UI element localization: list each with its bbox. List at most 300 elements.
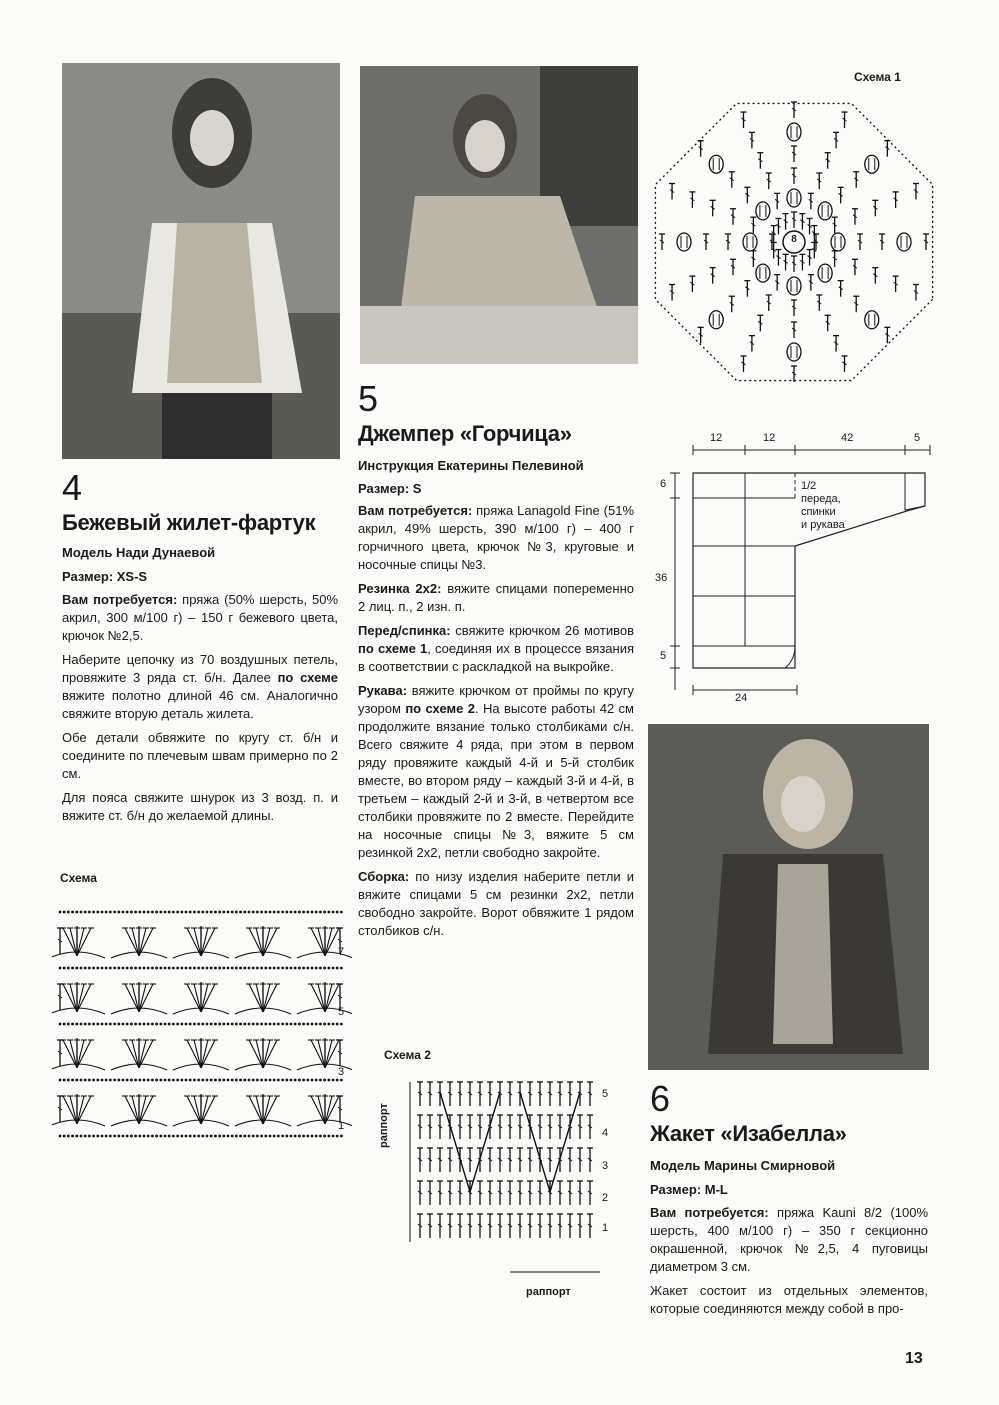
pattern-schematic bbox=[655, 428, 945, 708]
item4-p2: Обе детали обвяжите по кругу ст. б/н и соедините по плечевым швам примерно по 2 см. bbox=[62, 730, 338, 781]
chain-dot bbox=[159, 967, 162, 970]
bobble-stitch bbox=[756, 202, 770, 220]
chain-dot bbox=[126, 1135, 129, 1138]
chain-dot bbox=[285, 967, 288, 970]
chain-dot bbox=[138, 967, 141, 970]
chain-dot bbox=[67, 967, 70, 970]
chain-dot bbox=[294, 967, 297, 970]
chain-dot bbox=[264, 1079, 267, 1082]
item4-needs-text: пряжа (50% шерсть, 50% акрил, 300 м/100 г) – 150 г бежевого цвета, крючок №2,5. bbox=[62, 592, 339, 643]
chain-dot bbox=[168, 967, 171, 970]
pattern-label-line4: и рукава bbox=[801, 519, 845, 531]
chain-dot bbox=[138, 1079, 141, 1082]
schema2-row-2: 2 bbox=[602, 1192, 609, 1204]
item5-front-b: по схеме 1 bbox=[358, 641, 428, 656]
chain-dot bbox=[180, 911, 183, 914]
item4-row-3: 3 bbox=[338, 1066, 345, 1078]
chain-dot bbox=[193, 1023, 196, 1026]
chain-dot bbox=[277, 911, 280, 914]
chain-dot bbox=[252, 1135, 255, 1138]
chain-dot bbox=[319, 1023, 322, 1026]
chain-dot bbox=[185, 1135, 188, 1138]
chain-dot bbox=[290, 1079, 293, 1082]
chain-dot bbox=[168, 1135, 171, 1138]
chain-dot bbox=[143, 911, 146, 914]
chain-dot bbox=[80, 1023, 83, 1026]
chain-dot bbox=[298, 1023, 301, 1026]
chain-dot bbox=[206, 1079, 209, 1082]
chain-dot bbox=[113, 967, 116, 970]
chain-dot bbox=[197, 911, 200, 914]
chain-dot bbox=[84, 1079, 87, 1082]
item6-needs-text: пряжа Kauni 8/2 (100% шерсть, 400 м/100 г) – 350 г секционно окрашенной, крючок №2,5, 4 пуговицы диаметром 3 см. bbox=[650, 1205, 929, 1274]
chain-dot bbox=[67, 1135, 70, 1138]
item4-row-5: 5 bbox=[338, 1006, 345, 1018]
chain-dot bbox=[340, 1135, 343, 1138]
item4-model: Модель Нади Дунаевой bbox=[62, 545, 216, 560]
schema2-rapport-horizontal: раппорт bbox=[526, 1286, 571, 1298]
chain-dot bbox=[243, 1135, 246, 1138]
v-motif bbox=[520, 1092, 580, 1192]
chain-dot bbox=[168, 911, 171, 914]
chain-dot bbox=[222, 911, 225, 914]
chain-dot bbox=[63, 911, 66, 914]
chain-dot bbox=[193, 967, 196, 970]
chain-dot bbox=[134, 1023, 137, 1026]
chain-dot bbox=[164, 911, 167, 914]
chain-dot bbox=[248, 1079, 251, 1082]
chain-dot bbox=[197, 967, 200, 970]
chain-dot bbox=[323, 1135, 326, 1138]
chain-dot bbox=[327, 911, 330, 914]
photo-vest-model bbox=[62, 63, 340, 459]
chain-dot bbox=[222, 967, 225, 970]
chain-dot bbox=[336, 911, 339, 914]
item4-schema-label: Схема bbox=[60, 871, 97, 885]
pattern-label-line1: 1/2 bbox=[801, 480, 817, 492]
chain-dot bbox=[306, 967, 309, 970]
chain-dot bbox=[340, 1023, 343, 1026]
chain-dot bbox=[197, 1135, 200, 1138]
chain-dot bbox=[231, 911, 234, 914]
chain-dot bbox=[185, 967, 188, 970]
chain-dot bbox=[210, 1023, 213, 1026]
chain-dot bbox=[285, 911, 288, 914]
chain-dot bbox=[264, 1135, 267, 1138]
chain-dot bbox=[298, 1079, 301, 1082]
chain-dot bbox=[84, 967, 87, 970]
chain-dot bbox=[159, 1135, 162, 1138]
chain-dot bbox=[315, 967, 318, 970]
chain-dot bbox=[138, 911, 141, 914]
chain-dot bbox=[172, 1079, 175, 1082]
chain-dot bbox=[332, 967, 335, 970]
chain-dot bbox=[180, 1079, 183, 1082]
chain-dot bbox=[248, 1135, 251, 1138]
chain-dot bbox=[109, 1135, 112, 1138]
chain-dot bbox=[71, 1079, 74, 1082]
chain-dot bbox=[277, 967, 280, 970]
chain-dot bbox=[138, 1135, 141, 1138]
chain-dot bbox=[273, 1023, 276, 1026]
chain-dot bbox=[206, 1023, 209, 1026]
item4-row-1: 1 bbox=[338, 1120, 345, 1132]
chain-dot bbox=[281, 1023, 284, 1026]
chain-dot bbox=[59, 967, 62, 970]
chain-dot bbox=[285, 1023, 288, 1026]
chain-dot bbox=[327, 1023, 330, 1026]
chain-dot bbox=[67, 1023, 70, 1026]
chain-dot bbox=[239, 1135, 242, 1138]
chain-dot bbox=[159, 1079, 162, 1082]
chain-dot bbox=[172, 967, 175, 970]
chain-dot bbox=[298, 1135, 301, 1138]
item5-assembly-text: по низу изделия наберите петли и вяжите спицами 5 см резинки 2х2, петли свободно закройте. Ворот обвяжите 1 рядом столбиков с/н. bbox=[358, 869, 634, 938]
chain-dot bbox=[306, 911, 309, 914]
chain-dot bbox=[227, 967, 230, 970]
chain-dot bbox=[193, 911, 196, 914]
schema1-chart bbox=[648, 90, 940, 390]
chain-dot bbox=[109, 967, 112, 970]
chain-dot bbox=[71, 1023, 74, 1026]
chain-dot bbox=[269, 1135, 272, 1138]
chain-dot bbox=[130, 1135, 133, 1138]
dim-left-3: 5 bbox=[660, 650, 667, 662]
chain-dot bbox=[340, 1079, 343, 1082]
item5-sleeve-label: Рукава: bbox=[358, 683, 408, 698]
chain-dot bbox=[155, 1135, 158, 1138]
chain-dot bbox=[285, 1135, 288, 1138]
chain-dot bbox=[164, 1079, 167, 1082]
bobble-stitch bbox=[865, 311, 879, 329]
chain-dot bbox=[298, 967, 301, 970]
dim-top-4: 5 bbox=[914, 432, 921, 444]
chain-dot bbox=[252, 1023, 255, 1026]
bobble-stitch bbox=[865, 155, 879, 173]
chain-dot bbox=[214, 1135, 217, 1138]
chain-dot bbox=[109, 911, 112, 914]
item5-sleeve-a: вяжите крючком от проймы по кругу узором bbox=[358, 683, 634, 716]
chain-dot bbox=[252, 967, 255, 970]
chain-dot bbox=[273, 1135, 276, 1138]
chain-dot bbox=[290, 911, 293, 914]
item6-body bbox=[650, 1204, 928, 1324]
chain-dot bbox=[122, 1135, 125, 1138]
chain-dot bbox=[193, 1135, 196, 1138]
item4-p1-b: по схеме bbox=[277, 670, 338, 685]
chain-dot bbox=[80, 911, 83, 914]
chain-dot bbox=[269, 911, 272, 914]
chain-dot bbox=[235, 1135, 238, 1138]
item4-row-7: 7 bbox=[338, 946, 345, 958]
chain-dot bbox=[113, 1079, 116, 1082]
chain-dot bbox=[71, 911, 74, 914]
chain-dot bbox=[319, 1135, 322, 1138]
chain-dot bbox=[239, 911, 242, 914]
chain-dot bbox=[96, 1023, 99, 1026]
chain-dot bbox=[231, 1135, 234, 1138]
chain-dot bbox=[256, 967, 259, 970]
chain-dot bbox=[63, 967, 66, 970]
chain-dot bbox=[273, 911, 276, 914]
pattern-label-line2: переда, bbox=[801, 493, 841, 505]
chain-dot bbox=[302, 1079, 305, 1082]
chain-dot bbox=[285, 1079, 288, 1082]
chain-dot bbox=[264, 911, 267, 914]
chain-dot bbox=[281, 1135, 284, 1138]
page-number: 13 bbox=[905, 1350, 923, 1367]
item6-model: Модель Марины Смирновой bbox=[650, 1158, 836, 1173]
item5-body bbox=[358, 502, 634, 946]
chain-dot bbox=[105, 1079, 108, 1082]
chain-dot bbox=[71, 1135, 74, 1138]
chain-dot bbox=[189, 967, 192, 970]
chain-dot bbox=[214, 1023, 217, 1026]
chain-dot bbox=[201, 911, 204, 914]
chain-dot bbox=[168, 1079, 171, 1082]
chain-dot bbox=[80, 967, 83, 970]
chain-dot bbox=[151, 911, 154, 914]
chain-dot bbox=[117, 1023, 120, 1026]
chain-dot bbox=[185, 1079, 188, 1082]
item5-needs-text: пряжа Lanagold Fine (51% акрил, 49% шерсть, 390 м/100 г) – 400 г горчичного цвета, крючок №3, круговые и носочные спицы №3. bbox=[358, 503, 634, 572]
chain-dot bbox=[138, 1023, 141, 1026]
item4-needs-label: Вам потребуется: bbox=[62, 592, 178, 607]
chain-dot bbox=[239, 967, 242, 970]
chain-dot bbox=[105, 911, 108, 914]
chain-dot bbox=[130, 1023, 133, 1026]
dim-left-2: 36 bbox=[655, 572, 668, 584]
item5-assembly-label: Сборка: bbox=[358, 869, 410, 884]
chain-dot bbox=[151, 1135, 154, 1138]
dim-left-1: 6 bbox=[660, 478, 667, 490]
chain-dot bbox=[176, 1135, 179, 1138]
chain-dot bbox=[277, 1023, 280, 1026]
chain-dot bbox=[218, 1079, 221, 1082]
chain-dot bbox=[92, 1079, 95, 1082]
chain-dot bbox=[201, 1079, 204, 1082]
chain-dot bbox=[294, 911, 297, 914]
chain-dot bbox=[143, 1023, 146, 1026]
item5-number: 5 bbox=[358, 378, 379, 419]
chain-dot bbox=[113, 1023, 116, 1026]
chain-dot bbox=[155, 1023, 158, 1026]
chain-dot bbox=[84, 1135, 87, 1138]
chain-dot bbox=[80, 1135, 83, 1138]
chain-dot bbox=[201, 1135, 204, 1138]
chain-dot bbox=[113, 911, 116, 914]
chain-dot bbox=[147, 1023, 150, 1026]
chain-dot bbox=[122, 1079, 125, 1082]
chain-dot bbox=[273, 967, 276, 970]
item6-needs-label: Вам потребуется: bbox=[650, 1205, 769, 1220]
chain-dot bbox=[134, 1135, 137, 1138]
chain-dot bbox=[101, 1135, 104, 1138]
chain-dot bbox=[332, 1023, 335, 1026]
chain-dot bbox=[264, 967, 267, 970]
chain-dot bbox=[130, 911, 133, 914]
chain-dot bbox=[323, 967, 326, 970]
chain-dot bbox=[315, 911, 318, 914]
chain-dot bbox=[227, 1135, 230, 1138]
chain-dot bbox=[243, 911, 246, 914]
chain-dot bbox=[88, 1023, 91, 1026]
chain-dot bbox=[189, 1135, 192, 1138]
chain-dot bbox=[92, 911, 95, 914]
chain-dot bbox=[294, 1135, 297, 1138]
chain-dot bbox=[159, 1023, 162, 1026]
item4-p1-a: Наберите цепочку из 70 воздушных петель, провяжите 3 ряда ст. б/н. Далее bbox=[62, 652, 338, 685]
chain-dot bbox=[155, 911, 158, 914]
chain-dot bbox=[143, 967, 146, 970]
chain-dot bbox=[336, 1079, 339, 1082]
chain-dot bbox=[210, 911, 213, 914]
item4-title: Бежевый жилет-фартук bbox=[62, 510, 316, 535]
schema2-chart bbox=[380, 1072, 620, 1312]
chain-dot bbox=[134, 1079, 137, 1082]
chain-dot bbox=[277, 1135, 280, 1138]
chain-dot bbox=[231, 1079, 234, 1082]
chain-dot bbox=[294, 1079, 297, 1082]
chain-dot bbox=[92, 1023, 95, 1026]
item5-rib-label: Резинка 2х2: bbox=[358, 581, 442, 596]
chain-dot bbox=[71, 967, 74, 970]
chain-dot bbox=[105, 1023, 108, 1026]
item5-front-label: Перед/спинка: bbox=[358, 623, 451, 638]
chain-dot bbox=[176, 1079, 179, 1082]
chain-dot bbox=[122, 911, 125, 914]
chain-dot bbox=[336, 1023, 339, 1026]
chain-dot bbox=[306, 1023, 309, 1026]
chain-dot bbox=[227, 1023, 230, 1026]
chain-dot bbox=[172, 911, 175, 914]
chain-dot bbox=[189, 911, 192, 914]
bobble-stitch bbox=[677, 233, 691, 251]
item5-front-a: свяжите крючком 26 мотивов bbox=[450, 623, 634, 638]
chain-dot bbox=[105, 967, 108, 970]
item6-p1: Жакет состоит из отдельных элементов, которые соединяются между собой в про- bbox=[650, 1283, 928, 1316]
chain-dot bbox=[231, 1023, 234, 1026]
item4-body bbox=[62, 591, 338, 831]
chain-dot bbox=[239, 1023, 242, 1026]
chain-dot bbox=[88, 1079, 91, 1082]
chain-dot bbox=[151, 967, 154, 970]
item6-title: Жакет «Изабелла» bbox=[650, 1121, 847, 1146]
chain-dot bbox=[109, 1079, 112, 1082]
chain-dot bbox=[218, 967, 221, 970]
schema2-row-1: 1 bbox=[602, 1222, 609, 1234]
chain-dot bbox=[59, 1079, 62, 1082]
chain-dot bbox=[134, 967, 137, 970]
chain-dot bbox=[273, 1079, 276, 1082]
dim-top-3: 42 bbox=[841, 432, 854, 444]
bobble-stitch bbox=[787, 189, 801, 207]
chain-dot bbox=[201, 1023, 204, 1026]
chain-dot bbox=[59, 1023, 62, 1026]
item6-number: 6 bbox=[650, 1078, 671, 1119]
item5-front-c: , соединяя их в процессе вязания в соответствии с раскладкой на выкройке. bbox=[358, 641, 634, 674]
chain-dot bbox=[193, 1079, 196, 1082]
bobble-stitch bbox=[897, 233, 911, 251]
chain-dot bbox=[319, 1079, 322, 1082]
dim-top-2: 12 bbox=[763, 432, 776, 444]
chain-dot bbox=[218, 1135, 221, 1138]
item5-sleeve-c: . На высоте работы 42 см продолжите вязание только столбиками с/н. Всего свяжите 4 ряда, при этом в первом ряду провяжите каждый 4-й и 5-й столбик вместе, во втором ряду – каждый 3-й и 4-й, в третьем – каждый 2-й и 3-й, в четвертом все столбики провяжите по 2 вместе. Перейдите на носочные спицы №3, вяжите 5 см резинкой 2х2, петли свободно закройте. bbox=[358, 701, 634, 860]
chain-dot bbox=[147, 967, 150, 970]
chain-dot bbox=[243, 1079, 246, 1082]
schema2-row-4: 4 bbox=[602, 1127, 609, 1139]
chain-dot bbox=[264, 1023, 267, 1026]
chain-dot bbox=[88, 1135, 91, 1138]
schema2-row-5: 5 bbox=[602, 1088, 609, 1100]
chain-dot bbox=[147, 1135, 150, 1138]
schema2-label: Схема 2 bbox=[384, 1048, 431, 1062]
chain-dot bbox=[281, 1079, 284, 1082]
chain-dot bbox=[117, 967, 120, 970]
chain-dot bbox=[164, 1135, 167, 1138]
chain-dot bbox=[256, 1079, 259, 1082]
chain-dot bbox=[248, 1023, 251, 1026]
chain-dot bbox=[290, 1135, 293, 1138]
chain-dot bbox=[180, 967, 183, 970]
chain-dot bbox=[75, 1079, 78, 1082]
chain-dot bbox=[281, 967, 284, 970]
chain-dot bbox=[189, 1023, 192, 1026]
item5-size: Размер: S bbox=[358, 481, 422, 496]
chain-dot bbox=[260, 1023, 263, 1026]
chain-dot bbox=[117, 911, 120, 914]
item4-size: Размер: XS-S bbox=[62, 569, 148, 584]
chain-dot bbox=[180, 1023, 183, 1026]
chain-dot bbox=[323, 911, 326, 914]
chain-dot bbox=[143, 1135, 146, 1138]
chain-dot bbox=[222, 1079, 225, 1082]
chain-dot bbox=[197, 1079, 200, 1082]
chain-dot bbox=[117, 1079, 120, 1082]
chain-dot bbox=[122, 1023, 125, 1026]
chain-dot bbox=[159, 911, 162, 914]
chain-dot bbox=[164, 1023, 167, 1026]
chain-dot bbox=[180, 1135, 183, 1138]
chain-dot bbox=[185, 911, 188, 914]
chain-dot bbox=[151, 1023, 154, 1026]
dim-top-1: 12 bbox=[710, 432, 723, 444]
chain-dot bbox=[269, 1023, 272, 1026]
bobble-stitch bbox=[818, 202, 832, 220]
chain-dot bbox=[290, 1023, 293, 1026]
chain-dot bbox=[218, 1023, 221, 1026]
schema2-row-3: 3 bbox=[602, 1160, 609, 1172]
chain-dot bbox=[101, 911, 104, 914]
chain-dot bbox=[340, 911, 343, 914]
chain-dot bbox=[323, 1023, 326, 1026]
chain-dot bbox=[252, 1079, 255, 1082]
chain-dot bbox=[168, 1023, 171, 1026]
chain-dot bbox=[311, 967, 314, 970]
chain-dot bbox=[281, 911, 284, 914]
schema1-label: Схема 1 bbox=[854, 70, 901, 84]
chain-dot bbox=[206, 911, 209, 914]
chain-dot bbox=[256, 1135, 259, 1138]
chain-dot bbox=[59, 1135, 62, 1138]
chain-dot bbox=[63, 1135, 66, 1138]
chain-dot bbox=[172, 1135, 175, 1138]
photo-jacket-model bbox=[648, 724, 929, 1070]
item4-p1-c: вяжите полотно длиной 46 см. Аналогично свяжите вторую деталь жилета. bbox=[62, 688, 338, 721]
chain-dot bbox=[311, 1023, 314, 1026]
chain-dot bbox=[235, 967, 238, 970]
bobble-stitch bbox=[787, 123, 801, 141]
